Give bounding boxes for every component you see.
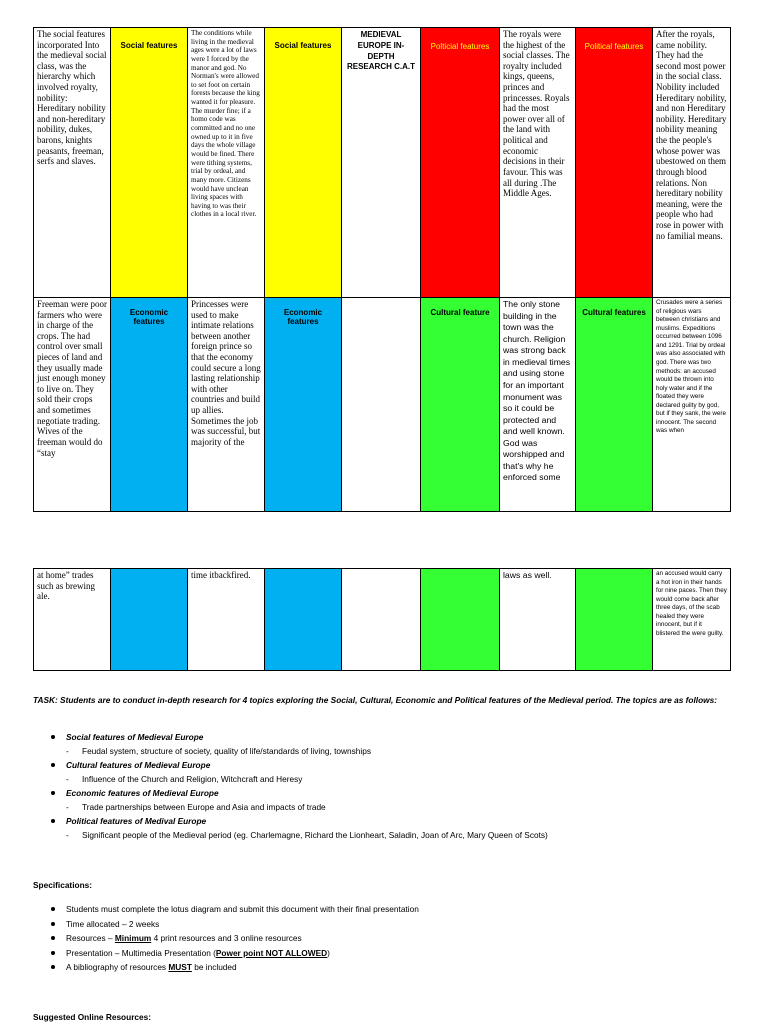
topic-title: Political features of Medival Europe xyxy=(33,814,733,828)
political-features-label: Political features xyxy=(576,28,653,298)
lotus-row-2 xyxy=(34,298,731,512)
lotus-diagram-table-continued xyxy=(33,568,731,671)
spec-text: 4 print resources and 3 online resources xyxy=(151,933,302,943)
cultural-features-label: Cultural features xyxy=(576,298,653,512)
topic-title: Economic features of Medieval Europe xyxy=(33,786,733,800)
spec-emphasis: MUST xyxy=(168,962,192,972)
nobility-cell: After the royals, came nobility. They had the second most power in the social class. Nobility included Hereditary nobility, and non Hereditary nobility. Hereditary nobility meaning the the people's whose power was ubestowed on them through blood relations. Non hereditary nobility meaning, were the people who had rose in power with no familial means. xyxy=(653,28,731,298)
topic-detail: - Influence of the Church and Religion, Witchcraft and Heresy xyxy=(33,772,733,786)
freeman-cell: Freeman were poor farmers who were in charge of the crops. The had control over small pieces of land and they usually made just enough money to live on. They sold their crops and sometimes negotiate trading. Wives of the freeman would do “stay xyxy=(34,298,111,512)
task-text: Students are to conduct in-depth research for 4 topics exploring the Social, Cultural, Economic and Political features of the Medieval period. The topics are as follows: xyxy=(60,695,718,705)
empty-cell xyxy=(342,298,421,512)
spec-item xyxy=(33,902,733,917)
spec-emphasis: Minimum xyxy=(114,933,152,943)
church-cell-continued: laws as well. xyxy=(500,569,576,671)
spec-text: Resources – xyxy=(66,933,115,943)
topic-detail: - Trade partnerships between Europe and Asia and impacts of trade xyxy=(33,800,733,814)
freeman-cell-continued: at home” trades such as brewing ale. xyxy=(34,569,111,671)
spec-text: Students must complete the lotus diagram and submit this document with their final presentation xyxy=(66,904,419,914)
topic-detail: - Significant people of the Medieval period (eg. Charlemagne, Richard the Lionheart, Saladin, Joan of Arc, Mary Queen of Scots) xyxy=(33,828,733,842)
spec-text: Presentation – Multimedia Presentation ( xyxy=(66,947,216,958)
royals-cell: The royals were the highest of the social classes. The royalty included kings, queens, princes and princesses. Royals had the most power over all of the land with political and economic decisions in their favour. This was all during .The Middle Ages. xyxy=(500,28,576,298)
spec-item xyxy=(33,960,733,975)
social-structure-cell: The social features incorporated Into the medieval social class, was the hierarchy which involved royalty, nobility: Hereditary nobility and non-hereditary nobility, dukes, barons, knights peasants, freeman, serfs and slaves. xyxy=(34,28,111,298)
centre-title-cell: MEDIEVAL EUROPE IN-DEPTH RESEARCH C.A.T xyxy=(342,28,421,298)
cultural-color-cell xyxy=(421,569,500,671)
empty-cell xyxy=(342,569,421,671)
task-paragraph xyxy=(33,694,733,707)
spec-emphasis: Power point NOT ALLOWED xyxy=(215,947,328,958)
lotus-row-1 xyxy=(34,28,731,298)
spec-text: ) xyxy=(327,947,330,958)
princesses-cell-continued: time itbackfired. xyxy=(188,569,265,671)
topic-list xyxy=(33,730,733,842)
spec-text: Time allocated – 2 weeks xyxy=(66,918,160,929)
crusades-cell-continued: an accused would carry a hot iron in their hands for nine paces. Then they would come back after three days, of the scab healed they were innocent, but if it blistered the were guilty. xyxy=(653,569,731,671)
spec-item xyxy=(33,946,733,961)
topic-detail: - Feudal system, structure of society, quality of life/standards of living, townships xyxy=(33,744,733,758)
cultural-feature-label: Cultural feature xyxy=(421,298,500,512)
spec-text: A bibliography of resources xyxy=(66,962,169,972)
crusades-cell: Crusades were a series of religious wars between christians and muslims. Expeditions occurred between 1096 and 1291. Trial by ordeal was also associated with god. There was two methods: an accused would be thrown into holy water and if the floated they were declared guilty by god, but if they sank, the were innocent. The second was when xyxy=(653,298,731,512)
princesses-cell: Princesses were used to make intimate relations between another foreign prince so that the economy could secure a long lasting relationship with other countries and build up allies. Sometimes the job was successful, but majority of the xyxy=(188,298,265,512)
economic-color-cell xyxy=(265,569,342,671)
lotus-row-3 xyxy=(34,569,731,671)
task-prefix: TASK: xyxy=(33,695,58,705)
economic-features-label: Economic features xyxy=(265,298,342,512)
social-features-label: Social features xyxy=(265,28,342,298)
cultural-color-cell xyxy=(576,569,653,671)
economic-features-label: Economic features xyxy=(111,298,188,512)
topic-title: Social features of Medieval Europe xyxy=(33,730,733,744)
church-cell: The only stone building in the town was the church. Religion was strong back in medieval times and using stone for an important monument was so it could be protected and and well known. God was worshipped and that's why he enforced some xyxy=(500,298,576,512)
economic-color-cell xyxy=(111,569,188,671)
lotus-diagram-table xyxy=(33,27,731,512)
spec-text: be included xyxy=(191,962,237,972)
political-features-label: Polticial features xyxy=(421,28,500,298)
social-features-label: Social features xyxy=(111,28,188,298)
online-resources-heading: Suggested Online Resources: xyxy=(33,1012,152,1022)
topic-title: Cultural features of Medieval Europe xyxy=(33,758,733,772)
specifications-list xyxy=(33,902,733,975)
spec-item xyxy=(33,931,733,946)
specifications-heading: Specifications: xyxy=(33,880,93,890)
spec-item xyxy=(33,917,733,932)
living-conditions-cell: The conditions while living in the medieval ages were a lot of laws were I forced by the manor and god. No Norman's were allowed to set foot on certain forests because the king wanted it for pleasure. The murder fine; if a homo code was committed and no one owned up to it in five days the whole village would be fined. There were tithing systems, trial by ordeal, and many more. Citizens would have unclean living spaces with having to was their clothes in a local river. xyxy=(188,28,265,298)
